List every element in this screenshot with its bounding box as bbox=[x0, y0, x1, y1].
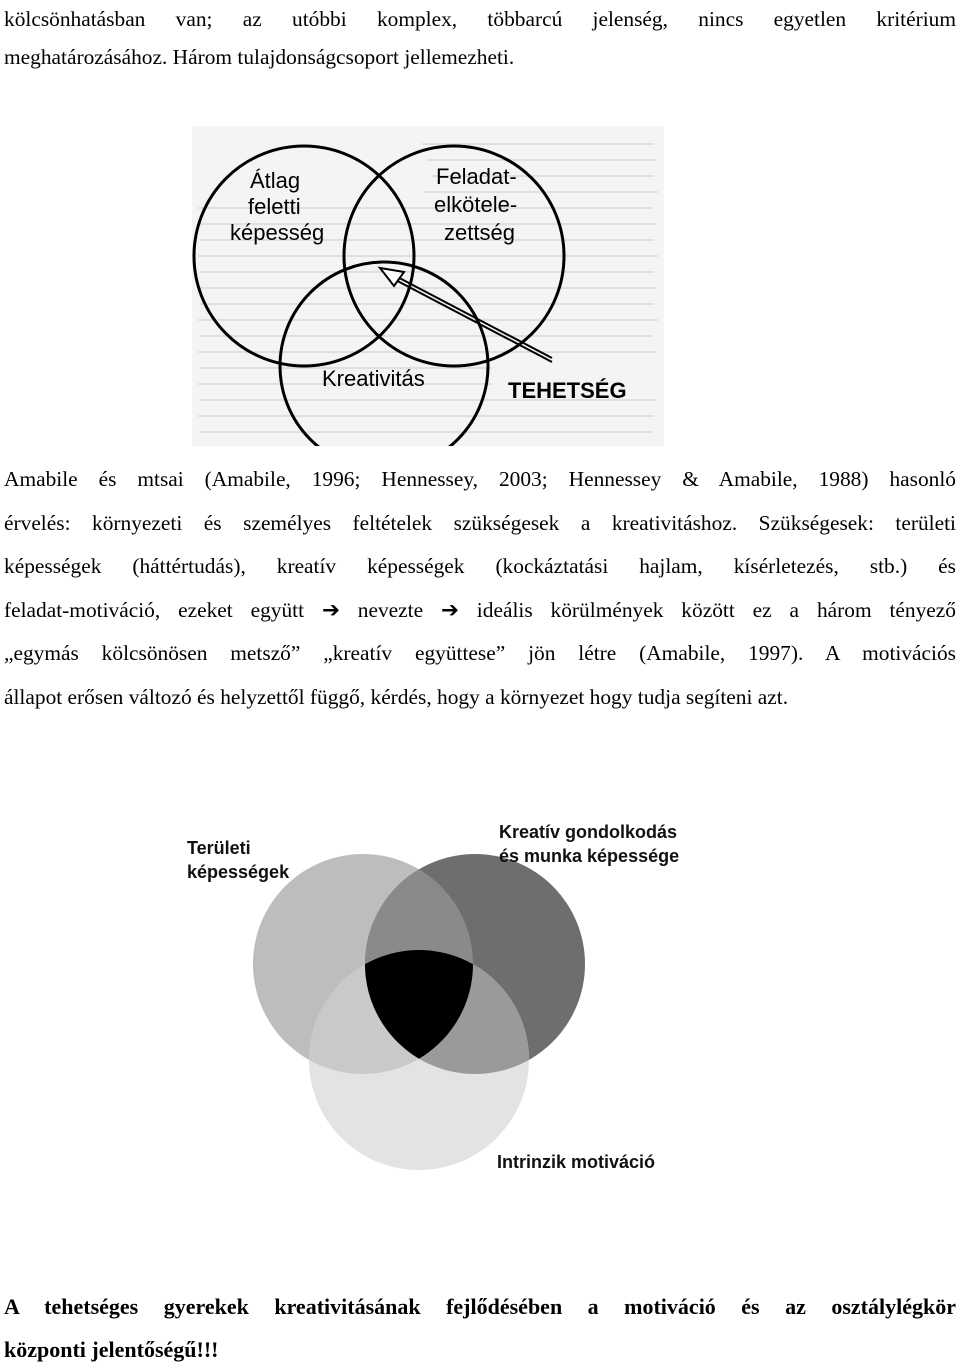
paragraph-conclusion bbox=[4, 1285, 956, 1371]
text-line: kölcsönhatásban van; az utóbbi komplex, többarcú jelenség, nincs egyetlen kritérium bbox=[4, 7, 956, 31]
label-domain-skills-2: képességek bbox=[187, 862, 290, 882]
label-ability-1: Átlag bbox=[250, 168, 301, 193]
text-line: képességek (háttértudás), kreatív képességek (kockáztatási hajlam, kísérletezés, stb.) és bbox=[4, 554, 956, 579]
label-creative-thinking-1: Kreatív gondolkodás bbox=[499, 822, 678, 842]
label-commitment-2: elkötele- bbox=[434, 192, 518, 217]
amabile-venn-diagram bbox=[175, 812, 720, 1184]
amabile-venn-svg bbox=[175, 812, 720, 1184]
paragraph-amabile bbox=[4, 458, 956, 720]
text-line: „egymás kölcsönösen metsző” „kreatív együttese” jön létre (Amabile, 1997). A motivációs bbox=[4, 641, 956, 666]
text-line: központi jelentőségű!!! bbox=[4, 1337, 219, 1362]
text-line: feladat-motiváció, ezeket együtt ➔ nevezte ➔ ideális körülmények között ez a három tényező bbox=[4, 597, 956, 622]
label-talent: TEHETSÉG bbox=[508, 378, 627, 403]
label-creative-thinking-2: és munka képessége bbox=[499, 846, 680, 866]
label-ability-2: feletti bbox=[248, 194, 301, 219]
label-ability-3: képesség bbox=[230, 220, 325, 245]
label-creativity: Kreativitás bbox=[322, 366, 425, 391]
text-line: meghatározásához. Három tulajdonságcsoport jellemezheti. bbox=[4, 45, 515, 69]
text-line: állapot erősen változó és helyzettől függő, kérdés, hogy a környezet hogy tudja segíteni azt. bbox=[4, 684, 789, 709]
label-commitment-1: Feladat- bbox=[436, 164, 517, 189]
paragraph-intro bbox=[4, 0, 956, 76]
text-line: érvelés: környezeti és személyes feltételek szükségesek a kreativitáshoz. Szükségesek: területi bbox=[4, 510, 956, 535]
label-domain-skills-1: Területi bbox=[187, 838, 251, 858]
label-commitment-3: zettség bbox=[444, 220, 515, 245]
text-line: Amabile és mtsai (Amabile, 1996; Hennessey, 2003; Hennessey & Amabile, 1988) hasonló bbox=[4, 467, 956, 491]
renzulli-venn-diagram bbox=[192, 126, 664, 446]
label-intrinsic-motivation: Intrinzik motiváció bbox=[497, 1152, 656, 1172]
text-line: A tehetséges gyerekek kreativitásának fejlődésében a motiváció és az osztálylégkör bbox=[4, 1294, 956, 1319]
renzulli-venn-svg bbox=[192, 126, 664, 446]
